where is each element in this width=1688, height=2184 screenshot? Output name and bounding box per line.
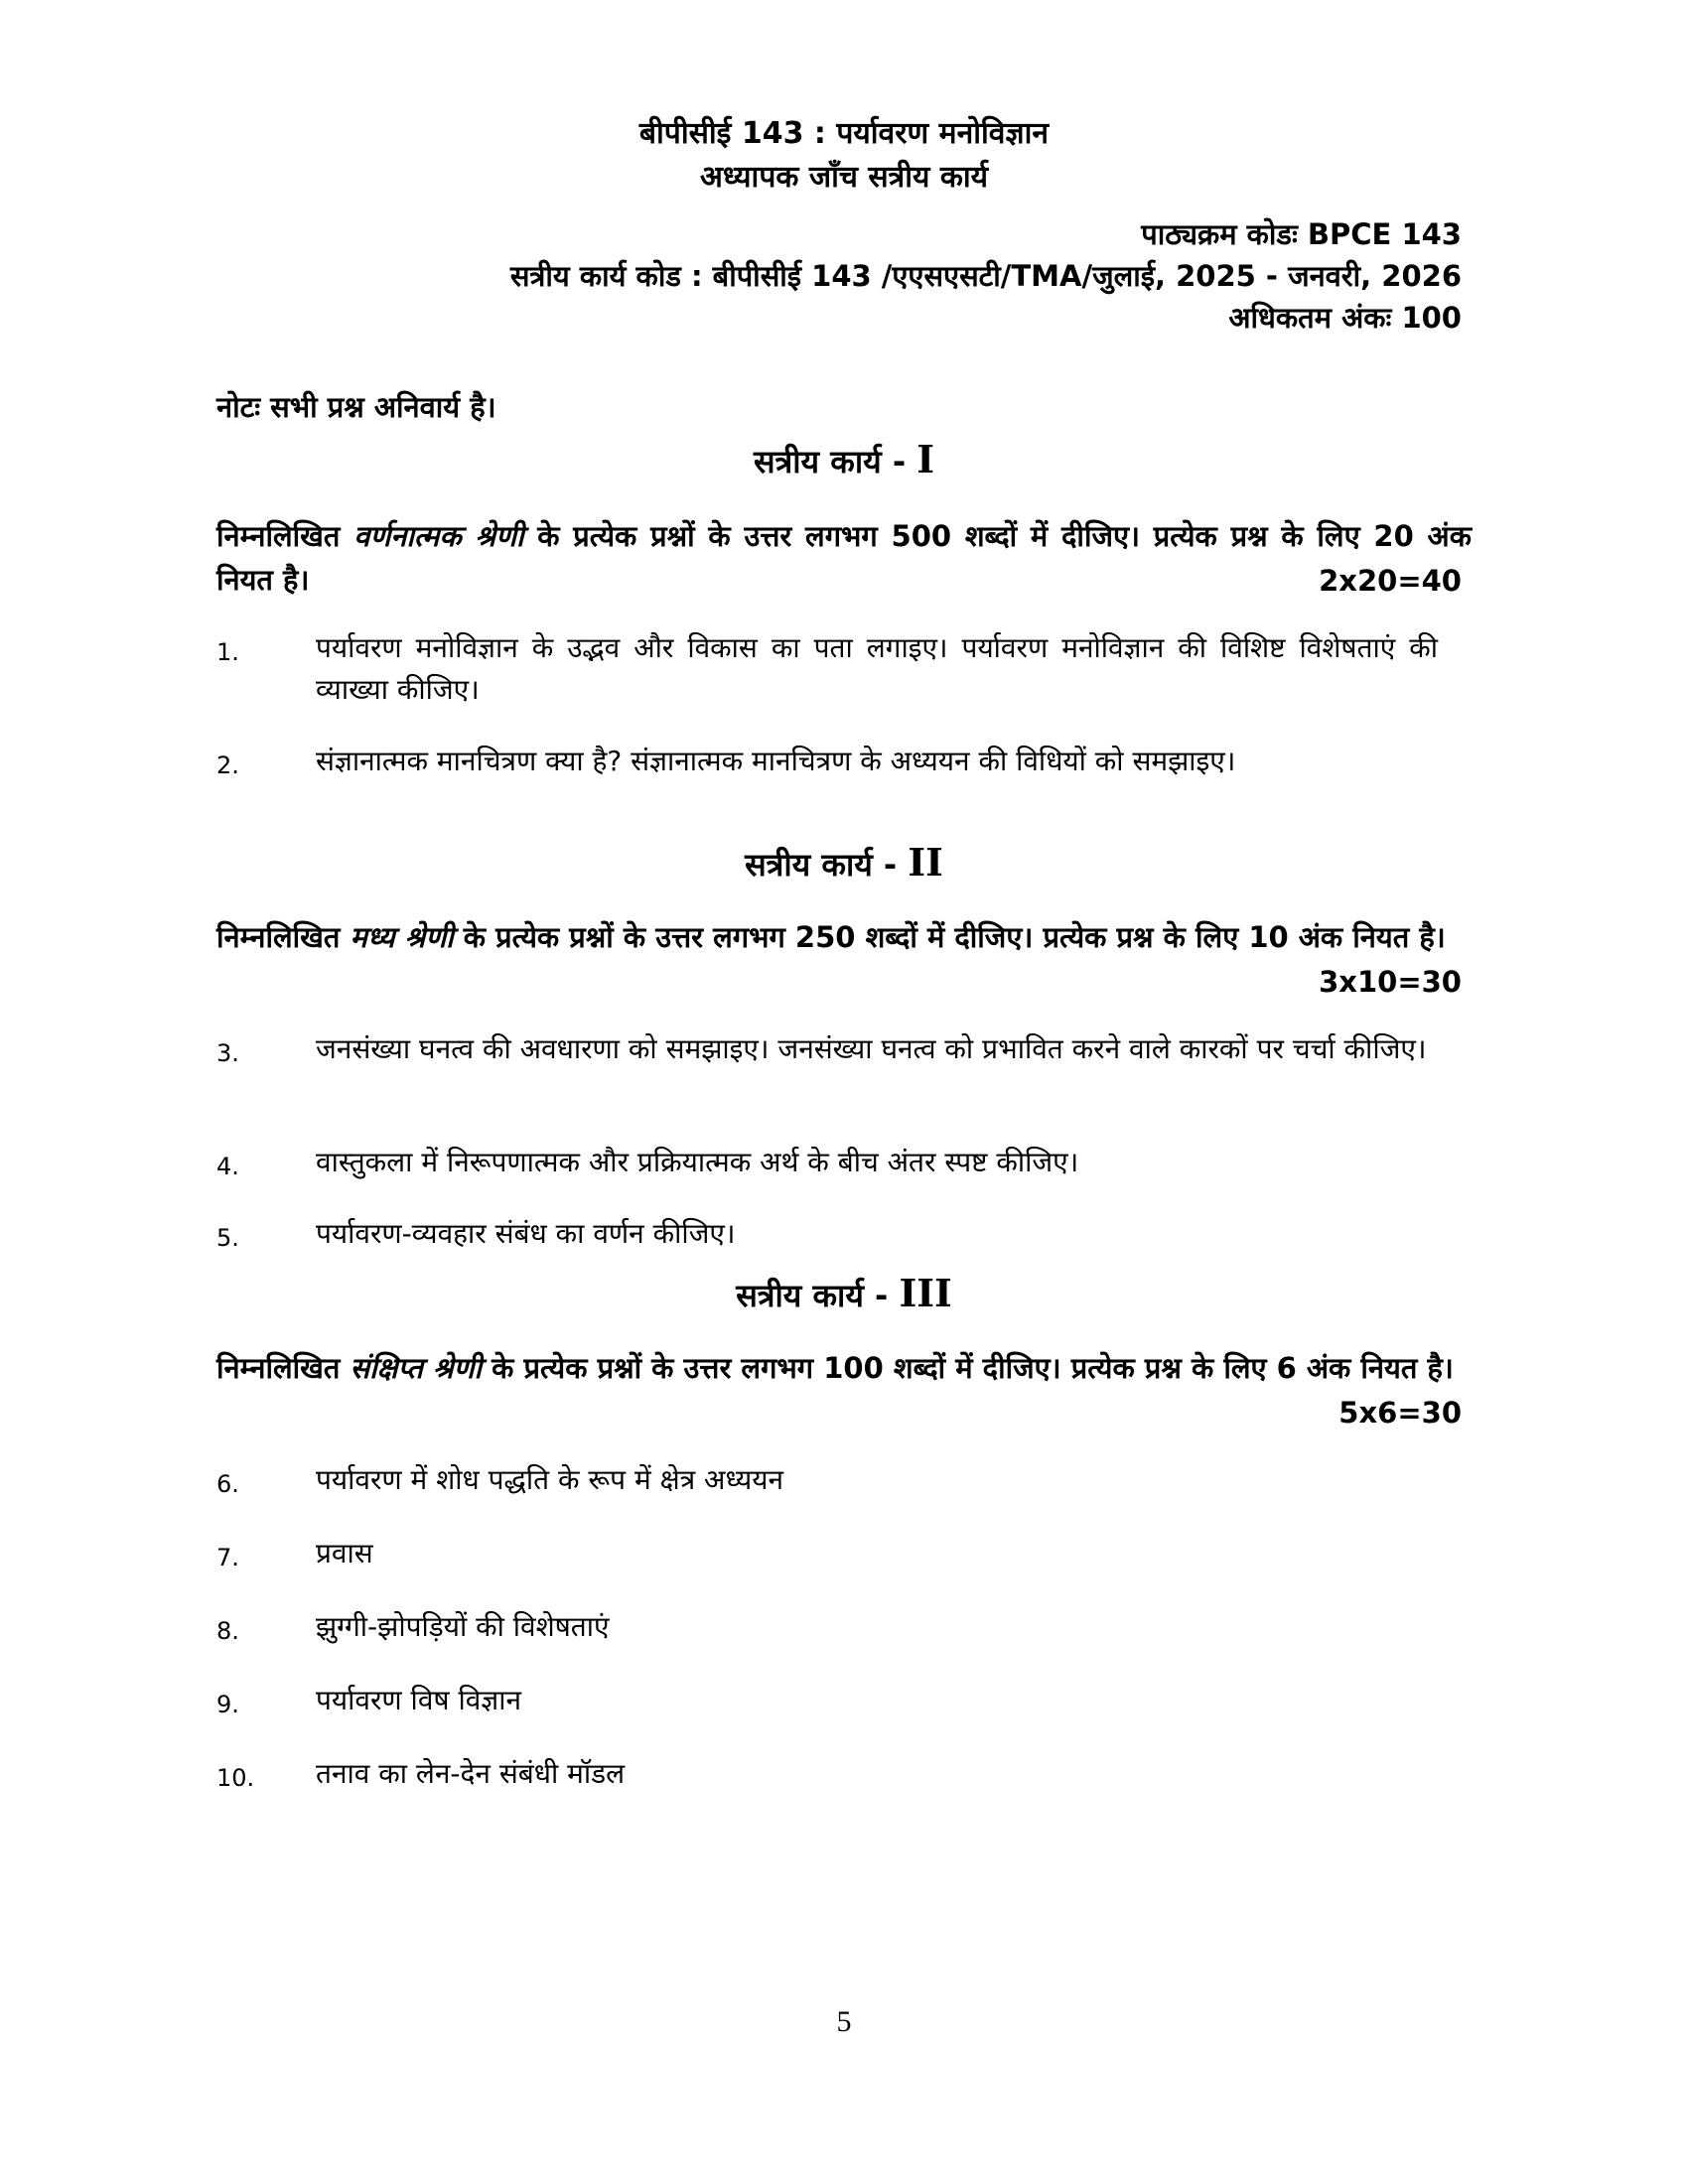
- question-number: 7.: [216, 1544, 239, 1571]
- question-9: [216, 1680, 1438, 1721]
- question-number: 8.: [216, 1617, 239, 1645]
- question-text: संज्ञानात्मक मानचित्रण क्या है? संज्ञानात्मक मानचित्रण के अध्ययन की विधियों को समझाइए।: [316, 745, 1236, 777]
- question-number: 3.: [216, 1039, 239, 1067]
- section-heading-2: [0, 840, 1688, 886]
- document-title: बीपीसीई 143 : पर्यावरण मनोविज्ञान: [638, 116, 1050, 151]
- page-number: 5: [836, 2005, 852, 2038]
- question-10: [216, 1753, 1438, 1795]
- section-instruction-2: निम्नलिखित मध्य श्रेणी के प्रत्येक प्रश्नों के उत्तर लगभग 250 शब्दों में दीजिए। प्रत्येक प्रश्न के लिए 10 अंक नियत है।: [216, 920, 1446, 954]
- question-text: पर्यावरण में शोध पद्धति के रूप में क्षेत्र अध्ययन: [316, 1463, 783, 1496]
- question-3: [216, 1028, 1438, 1070]
- question-6: [216, 1459, 1438, 1501]
- question-number: 2.: [216, 751, 239, 779]
- question-number: 5.: [216, 1224, 239, 1252]
- question-text: पर्यावरण मनोविज्ञान के उद्भव और विकास का पता लगाइए। पर्यावरण मनोविज्ञान की विशिष्ट विशेषताएं की व्याख्या कीजिए।: [316, 631, 1438, 706]
- section-instruction-3: निम्नलिखित संक्षिप्त श्रेणी के प्रत्येक प्रश्नों के उत्तर लगभग 100 शब्दों में दीजिए। प्रत्येक प्रश्न के लिए 6 अंक नियत है।: [216, 1351, 1454, 1385]
- section-heading-3: [0, 1271, 1688, 1316]
- section-heading-label: सत्रीय कार्य -: [745, 846, 898, 884]
- question-text: वास्तुकला में निरूपणात्मक और प्रक्रियात्मक अर्थ के बीच अंतर स्पष्ट कीजिए।: [316, 1146, 1079, 1178]
- question-text: पर्यावरण-व्यवहार संबंध का वर्णन कीजिए।: [316, 1217, 736, 1250]
- question-number: 4.: [216, 1153, 239, 1180]
- question-text: पर्यावरण विष विज्ञान: [316, 1684, 522, 1716]
- question-text: झुग्गी-झोपड़ियों की विशेषताएं: [316, 1610, 610, 1643]
- question-text: जनसंख्या घनत्व की अवधारणा को समझाइए। जनसंख्या घनत्व को प्रभावित करने वाले कारकों पर चर्चा कीजिए।: [316, 1032, 1427, 1065]
- max-marks: अधिकतम अंकः 100: [1228, 301, 1462, 335]
- category-label: संक्षिप्त श्रेणी: [350, 1351, 482, 1385]
- section-marks-1: 2x20=40: [1319, 564, 1462, 598]
- section-roman-numeral: I: [916, 437, 935, 481]
- section-roman-numeral: II: [908, 840, 943, 885]
- course-code: पाठ्यक्रम कोडः BPCE 143: [1141, 217, 1462, 251]
- question-text: प्रवास: [316, 1537, 373, 1570]
- document-subtitle: अध्यापक जाँच सत्रीय कार्य: [699, 160, 989, 195]
- section-heading-1: [0, 437, 1688, 482]
- question-number: 6.: [216, 1470, 239, 1498]
- question-number: 9.: [216, 1691, 239, 1718]
- section-heading-label: सत्रीय कार्य -: [753, 443, 907, 480]
- section-roman-numeral: III: [899, 1271, 952, 1315]
- question-1: [216, 627, 1438, 711]
- question-text: तनाव का लेन-देन संबंधी मॉडल: [316, 1757, 626, 1790]
- category-label: वर्णनात्मक श्रेणी: [353, 519, 524, 553]
- question-7: [216, 1533, 1438, 1574]
- note: नोटः सभी प्रश्न अनिवार्य है।: [216, 390, 496, 424]
- section-marks-2: 3x10=30: [1319, 965, 1462, 999]
- category-label: मध्य श्रेणी: [350, 920, 454, 954]
- section-marks-3: 5x6=30: [1338, 1396, 1462, 1430]
- question-4: [216, 1142, 1438, 1183]
- question-2: [216, 741, 1438, 782]
- section-heading-label: सत्रीय कार्य -: [736, 1277, 889, 1314]
- question-number: 10.: [216, 1764, 255, 1792]
- assignment-code: सत्रीय कार्य कोड : बीपीसीई 143 /एएसएसटी/TMA/जुलाई, 2025 - जनवरी, 2026: [509, 259, 1462, 293]
- question-number: 1.: [216, 638, 239, 666]
- question-8: [216, 1606, 1438, 1648]
- section-instruction-1: निम्नलिखित वर्णनात्मक श्रेणी के प्रत्येक प्रश्नों के उत्तर लगभग 500 शब्दों में दीजिए। प्रत्येक प्रश्न के लिए 20 अंक नियत है।: [216, 519, 1472, 597]
- question-5: [216, 1213, 1438, 1255]
